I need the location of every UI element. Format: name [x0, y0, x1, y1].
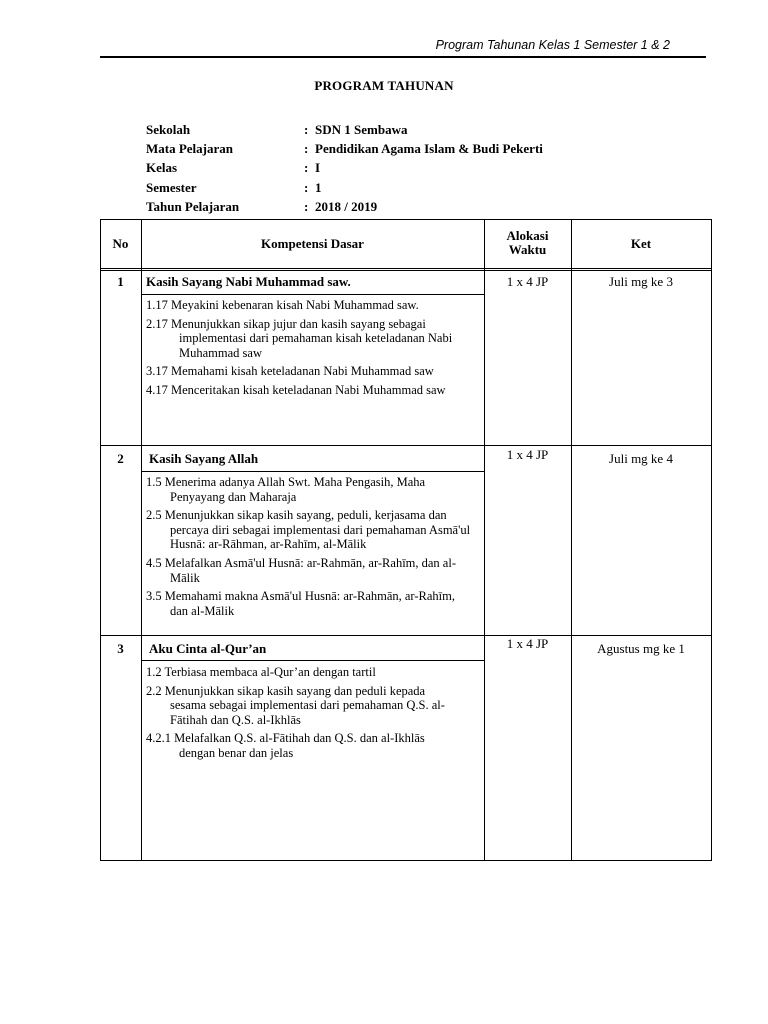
kd-item: 1.2 Terbiasa membaca al-Qur’an dengan tartil — [146, 665, 376, 679]
header-alokasi — [484, 229, 571, 257]
row1-topic-rule — [141, 294, 484, 295]
row1-no: 1 — [117, 274, 124, 289]
info-value: SDN 1 Sembawa — [315, 122, 408, 137]
row3-ket: Agustus mg ke 1 — [597, 641, 685, 656]
col-divider-kd — [484, 219, 485, 861]
row2-bottom-rule — [100, 635, 712, 636]
row2-kd-list — [146, 475, 471, 622]
info-label: Sekolah — [146, 122, 191, 137]
col-divider-alokasi — [571, 219, 572, 861]
table-border-bottom — [100, 860, 712, 861]
header-alokasi-line1: Alokasi — [506, 228, 549, 243]
header-rule-bottom — [100, 268, 712, 269]
info-separator: : — [304, 198, 309, 214]
info-label: Mata Pelajaran — [146, 141, 234, 157]
info-separator: : — [304, 160, 309, 176]
row3-alokasi: 1 x 4 JP — [506, 636, 549, 651]
info-label: Kelas — [146, 160, 178, 176]
kd-item: 1.17 Meyakini kebenaran kisah Nabi Muhammad saw. — [146, 298, 419, 312]
info-separator: : — [304, 141, 309, 157]
row2-topic-rule — [141, 471, 484, 472]
row3-topic: Aku Cinta al-Qur’an — [149, 641, 267, 656]
row1-alokasi: 1 x 4 JP — [506, 274, 549, 289]
kd-item: 3.5 Memahami makna Asmā'ul Husnā: ar-Rahmān, ar-Rahīm, dan al-Mālik — [146, 589, 455, 618]
info-separator: : — [304, 122, 309, 137]
header-rule — [100, 56, 706, 58]
kd-item: 2.5 Menunjukkan sikap kasih sayang, peduli, kerjasama dan percaya diri sebagai implementasi dari pemahaman Asmā'ul Husnā: ar-Rāhman, ar-Rahīm, al-Mālik — [146, 508, 471, 552]
row1-bottom-rule — [100, 445, 712, 446]
header-alokasi-line2: Waktu — [508, 242, 547, 257]
info-label: Semester — [146, 179, 197, 195]
row2-topic: Kasih Sayang Allah — [149, 451, 259, 466]
info-value: I — [315, 160, 321, 176]
row3-no: 3 — [117, 641, 124, 656]
kd-item: 4.2.1 Melafalkan Q.S. al-Fātihah dan Q.S. dan al-Ikhlās dengan benar dan jelas — [146, 731, 425, 760]
row3-topic-rule — [141, 660, 484, 661]
row3-kd-list — [146, 665, 456, 765]
row2-alokasi: 1 x 4 JP — [506, 447, 549, 462]
kd-item: 3.17 Memahami kisah keteladanan Nabi Muhammad saw — [146, 364, 434, 379]
info-value: Pendidikan Agama Islam & Budi Pekerti — [315, 141, 543, 157]
table-border-top — [100, 219, 712, 220]
header-kompetensi-dasar: Kompetensi Dasar — [261, 236, 364, 251]
row2-no: 2 — [117, 451, 124, 466]
row1-topic: Kasih Sayang Nabi Muhammad saw. — [146, 274, 351, 289]
kd-item: 4.5 Melafalkan Asmā'ul Husnā: ar-Rahmān, ar-Rahīm, dan al-Mālik — [146, 555, 456, 585]
table-border-left — [100, 219, 101, 861]
page-header: Program Tahunan Kelas 1 Semester 1 & 2 — [435, 38, 670, 52]
kd-item: 1.5 Menerima adanya Allah Swt. Maha Pengasih, Maha Penyayang dan Maharaja — [146, 475, 426, 504]
col-divider-no — [141, 219, 142, 861]
kd-item: 4.17 Menceritakan kisah keteladanan Nabi Muhammad saw — [146, 382, 446, 397]
info-value: 2018 / 2019 — [315, 198, 378, 214]
kd-item: 2.2 Menunjukkan sikap kasih sayang dan peduli kepada sesama sebagai implementasi dari pemahaman Q.S. al-Fātihah dan Q.S. al-Ikhlās — [146, 683, 445, 727]
row1-kd-list — [146, 298, 476, 402]
header-ket: Ket — [630, 236, 652, 251]
row2-ket: Juli mg ke 4 — [609, 451, 673, 466]
info-separator: : — [304, 179, 309, 195]
row1-ket: Juli mg ke 3 — [609, 274, 673, 289]
header-rule-bottom-double — [100, 270, 712, 271]
info-value: 1 — [315, 179, 322, 195]
kd-item: 2.17 Menunjukkan sikap jujur dan kasih sayang sebagai implementasi dari pemahaman kisah keteladanan Nabi Muhammad saw — [146, 316, 453, 360]
info-label: Tahun Pelajaran — [146, 198, 240, 214]
document-title: PROGRAM TAHUNAN — [314, 78, 454, 93]
program-table — [100, 219, 712, 861]
table-border-right — [711, 219, 712, 861]
header-no: No — [112, 236, 129, 251]
